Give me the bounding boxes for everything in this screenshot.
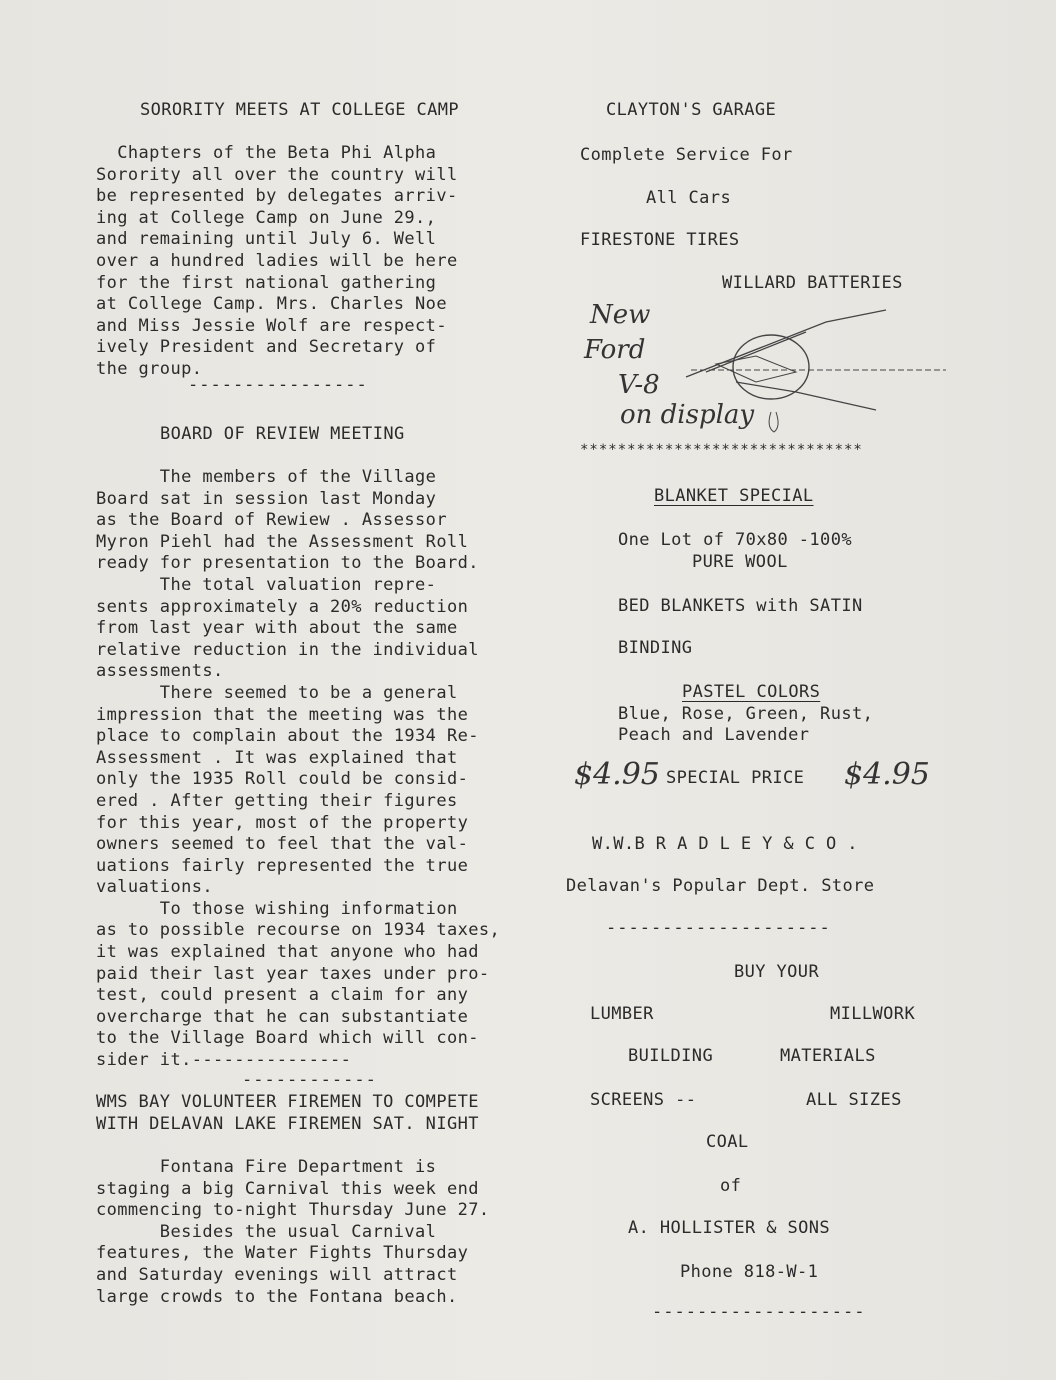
article-line: assessments. [96,661,224,682]
sorority-divider: ---------------- [188,375,368,395]
hollister-firm: A. HOLLISTER & SONS [628,1218,831,1238]
article-line: valuations. [96,877,213,898]
store-subtitle: Delavan's Popular Dept. Store [566,876,875,896]
article-line: uations fairly represented the true [96,855,469,876]
store-name: W.W.B R A D L E Y & C O . [592,834,858,854]
article-line: The members of the Village [96,467,437,487]
building-word: BUILDING [628,1046,714,1066]
handwritten-new: New [590,300,651,330]
article-line: place to complain about the 1934 Re- [96,726,479,747]
article-line: as the Board of Rewiew . Assessor [96,510,447,531]
handwritten-price-left: $4.95 [574,757,660,792]
article-line: sents approximately a 20% reduction [96,596,469,617]
garage-headline: CLAYTON'S GARAGE [606,100,777,120]
board-headline: BOARD OF REVIEW MEETING [160,424,405,444]
article-line: Assessment . It was explained that [96,747,458,768]
handwritten-price-right: $4.95 [844,757,930,792]
article-line: ered . After getting their figures [96,790,458,811]
garage-service-line-2: All Cars [646,188,732,208]
article-line: relative reduction in the individual [96,639,479,660]
article-line: ively President and Secretary of [96,337,437,358]
article-line: at College Camp. Mrs. Charles Noe [96,294,447,315]
article-line: overcharge that he can substantiate [96,1006,469,1027]
lumber-word: LUMBER [590,1004,654,1024]
article-line: for this year, most of the property [96,812,469,833]
firemen-article [96,1157,490,1308]
article-line: for the first national gathering [96,272,437,293]
special-price-label: SPECIAL PRICE [666,768,805,788]
article-line: Board sat in session last Monday [96,488,437,509]
hollister-phone: Phone 818-W-1 [680,1262,819,1282]
blanket-divider: -------------------- [606,918,831,938]
article-line: Chapters of the Beta Phi Alpha [96,143,437,163]
article-line: The total valuation repre- [96,574,437,595]
screens-word: SCREENS -- [590,1090,697,1110]
article-line: sider it.--------------- [96,1050,352,1071]
blanket-line-4: BINDING [618,638,693,658]
article-line: and remaining until July 6. Well [96,229,437,250]
garage-tires: FIRESTONE TIRES [580,230,740,250]
lumber-head: BUY YOUR [734,962,820,982]
blanket-line-3: BED BLANKETS with SATIN [618,596,863,616]
blanket-line-2: PURE WOOL [692,552,788,572]
article-line: as to possible recourse on 1934 taxes, [96,920,501,941]
article-line: it was explained that anyone who had [96,942,479,963]
article-line: ing at College Camp on June 29., [96,207,437,228]
handwritten-on-display: on display [620,400,755,430]
of-word: of [720,1176,742,1196]
handwritten-ford: Ford [584,335,646,365]
article-line: Sorority all over the country will [96,164,458,185]
stars-divider: ****************************** [580,442,863,458]
article-line: large crowds to the Fontana beach. [96,1286,458,1307]
article-line: test, could present a claim for any [96,985,469,1006]
millwork-word: MILLWORK [830,1004,916,1024]
article-line: To those wishing information [96,898,458,919]
article-line: impression that the meeting was the [96,704,469,725]
article-line: commencing to-night Thursday June 27. [96,1200,490,1221]
article-line: to the Village Board which will con- [96,1028,479,1049]
sorority-headline: SORORITY MEETS AT COLLEGE CAMP [140,100,460,120]
article-line: staging a big Carnival this week end [96,1178,479,1199]
article-line: and Saturday evenings will attract [96,1264,458,1285]
coal-word: COAL [706,1132,749,1152]
article-line: owners seemed to feel that the val- [96,834,469,855]
article-line: Besides the usual Carnival [96,1221,437,1242]
all-sizes-word: ALL SIZES [806,1090,902,1110]
article-line: Fontana Fire Department is [96,1157,437,1177]
garage-batteries: WILLARD BATTERIES [722,273,903,293]
blanket-line-1: One Lot of 70x80 -100% [618,530,852,550]
firemen-headline-2: WITH DELAVAN LAKE FIREMEN SAT. NIGHT [96,1114,479,1134]
article-line: be represented by delegates arriv- [96,186,458,207]
board-divider: ------------ [242,1070,377,1090]
article-line: over a hundred ladies will be here [96,250,458,271]
article-line: Myron Piehl had the Assessment Roll [96,531,469,552]
pastel-colors-line-2: Peach and Lavender [618,725,810,745]
article-line: paid their last year taxes under pro- [96,963,490,984]
pastel-colors-line-1: Blue, Rose, Green, Rust, [618,704,874,724]
handwritten-car-sketch-icon [676,292,966,442]
article-line: features, the Water Fights Thursday [96,1243,469,1264]
board-article [96,467,500,1072]
handwritten-v8: V-8 [618,370,660,400]
article-line: and Miss Jessie Wolf are respect- [96,315,447,336]
sorority-article [96,143,458,381]
pastel-colors-headline: PASTEL COLORS [682,682,821,702]
lumber-divider: ------------------- [652,1302,866,1322]
materials-word: MATERIALS [780,1046,876,1066]
article-line: the group. [96,358,203,379]
blanket-headline: BLANKET SPECIAL [654,486,814,506]
article-line: only the 1935 Roll could be consid- [96,769,469,790]
article-line: There seemed to be a general [96,682,458,703]
firemen-headline-1: WMS BAY VOLUNTEER FIREMEN TO COMPETE [96,1092,479,1112]
article-line: from last year with about the same [96,618,458,639]
garage-service-line-1: Complete Service For [580,145,793,165]
article-line: ready for presentation to the Board. [96,553,479,574]
